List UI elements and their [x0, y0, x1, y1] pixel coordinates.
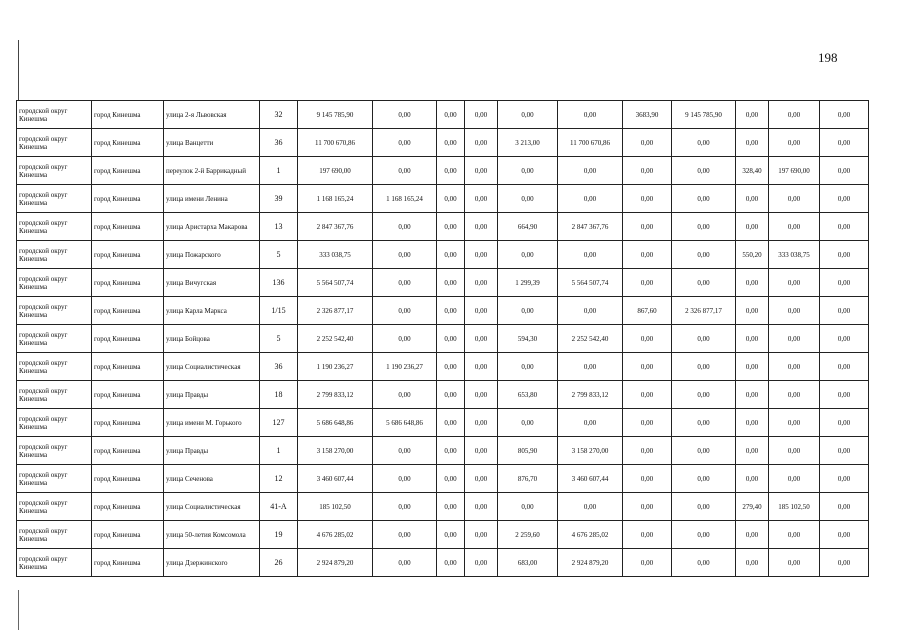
table-row: [17, 213, 869, 241]
amount-cell: 0,00: [820, 241, 869, 269]
street-cell: улица имени М. Горького: [164, 409, 260, 437]
area-cell: 876,70: [498, 465, 558, 493]
street-cell: улица Сеченова: [164, 465, 260, 493]
street-cell: улица Карла Маркса: [164, 297, 260, 325]
amount-cell: 2 847 367,76: [558, 213, 623, 241]
amount-cell: 0,00: [558, 409, 623, 437]
area-cell: 0,00: [736, 185, 769, 213]
total-cost-cell: 333 038,75: [298, 241, 373, 269]
amount-cell: 0,00: [437, 493, 465, 521]
table-row: [17, 381, 869, 409]
amount-cell: 0,00: [820, 549, 869, 577]
area-cell: 0,00: [736, 129, 769, 157]
house-number-cell: 13: [260, 213, 298, 241]
district-cell: городской округ Кинешма: [17, 353, 92, 381]
area-cell: 3683,90: [623, 101, 672, 129]
amount-cell: 0,00: [769, 185, 820, 213]
amount-cell: 0,00: [672, 269, 736, 297]
amount-cell: 0,00: [437, 241, 465, 269]
area-cell: 0,00: [736, 437, 769, 465]
district-cell: городской округ Кинешма: [17, 297, 92, 325]
city-cell: город Кинешма: [92, 241, 164, 269]
table-row: [17, 297, 869, 325]
amount-cell: 0,00: [820, 269, 869, 297]
amount-cell: 0,00: [672, 549, 736, 577]
city-cell: город Кинешма: [92, 493, 164, 521]
amount-cell: 0,00: [465, 465, 498, 493]
total-cost-cell: 197 690,00: [298, 157, 373, 185]
amount-cell: 0,00: [672, 521, 736, 549]
street-cell: улица Бойцова: [164, 325, 260, 353]
amount-cell: 0,00: [820, 185, 869, 213]
area-cell: 0,00: [498, 297, 558, 325]
table-row: [17, 185, 869, 213]
house-number-cell: 5: [260, 241, 298, 269]
city-cell: город Кинешма: [92, 157, 164, 185]
amount-cell: 0,00: [558, 493, 623, 521]
area-cell: 0,00: [498, 353, 558, 381]
amount-cell: 0,00: [465, 521, 498, 549]
district-cell: городской округ Кинешма: [17, 269, 92, 297]
amount-cell: 0,00: [373, 101, 437, 129]
house-number-cell: 32: [260, 101, 298, 129]
area-cell: 0,00: [736, 409, 769, 437]
amount-cell: 0,00: [672, 185, 736, 213]
amount-cell: 0,00: [672, 129, 736, 157]
total-cost-cell: 5 686 648,86: [298, 409, 373, 437]
amount-cell: 0,00: [465, 297, 498, 325]
street-cell: улица Правды: [164, 381, 260, 409]
amount-cell: 0,00: [769, 381, 820, 409]
total-cost-cell: 11 700 670,86: [298, 129, 373, 157]
table-row: [17, 101, 869, 129]
area-cell: 0,00: [623, 549, 672, 577]
amount-cell: 3 158 270,00: [558, 437, 623, 465]
area-cell: 550,20: [736, 241, 769, 269]
total-cost-cell: 2 799 833,12: [298, 381, 373, 409]
amount-cell: 0,00: [373, 549, 437, 577]
amount-cell: 0,00: [820, 521, 869, 549]
page-number: 198: [818, 50, 838, 65]
area-cell: 0,00: [623, 353, 672, 381]
amount-cell: 0,00: [672, 437, 736, 465]
amount-cell: 0,00: [465, 157, 498, 185]
house-number-cell: 1/15: [260, 297, 298, 325]
area-cell: 0,00: [623, 381, 672, 409]
street-cell: улица Социалистическая: [164, 493, 260, 521]
amount-cell: 0,00: [437, 437, 465, 465]
area-cell: 0,00: [736, 101, 769, 129]
amount-cell: 0,00: [769, 101, 820, 129]
amount-cell: 0,00: [558, 241, 623, 269]
amount-cell: 0,00: [769, 297, 820, 325]
amount-cell: 0,00: [769, 521, 820, 549]
area-cell: 1 299,39: [498, 269, 558, 297]
amount-cell: 0,00: [558, 297, 623, 325]
area-cell: 0,00: [736, 269, 769, 297]
area-cell: 0,00: [623, 129, 672, 157]
area-cell: 2 259,60: [498, 521, 558, 549]
city-cell: город Кинешма: [92, 213, 164, 241]
table-row: [17, 437, 869, 465]
amount-cell: 11 700 670,86: [558, 129, 623, 157]
amount-cell: 0,00: [437, 269, 465, 297]
district-cell: городской округ Кинешма: [17, 381, 92, 409]
amount-cell: 0,00: [437, 157, 465, 185]
amount-cell: 0,00: [820, 325, 869, 353]
amount-cell: 0,00: [465, 409, 498, 437]
amount-cell: 0,00: [437, 129, 465, 157]
amount-cell: 0,00: [373, 521, 437, 549]
amount-cell: 0,00: [672, 325, 736, 353]
table-row: [17, 129, 869, 157]
table-row: [17, 409, 869, 437]
amount-cell: 2 799 833,12: [558, 381, 623, 409]
area-cell: 0,00: [736, 465, 769, 493]
city-cell: город Кинешма: [92, 549, 164, 577]
total-cost-cell: 9 145 785,90: [298, 101, 373, 129]
amount-cell: 0,00: [465, 213, 498, 241]
district-cell: городской округ Кинешма: [17, 409, 92, 437]
city-cell: город Кинешма: [92, 269, 164, 297]
amount-cell: 0,00: [672, 157, 736, 185]
area-cell: 0,00: [736, 381, 769, 409]
amount-cell: 0,00: [437, 213, 465, 241]
amount-cell: 0,00: [558, 185, 623, 213]
amount-cell: 0,00: [373, 157, 437, 185]
area-cell: 0,00: [498, 185, 558, 213]
amount-cell: 0,00: [769, 409, 820, 437]
table-row: [17, 521, 869, 549]
amount-cell: 0,00: [820, 157, 869, 185]
amount-cell: 0,00: [820, 129, 869, 157]
amount-cell: 0,00: [465, 353, 498, 381]
area-cell: 0,00: [498, 241, 558, 269]
amount-cell: 0,00: [820, 409, 869, 437]
amount-cell: 0,00: [437, 409, 465, 437]
table-row: [17, 353, 869, 381]
street-cell: улица 2-я Львовская: [164, 101, 260, 129]
amount-cell: 0,00: [465, 437, 498, 465]
area-cell: 653,80: [498, 381, 558, 409]
table-row: [17, 465, 869, 493]
amount-cell: 0,00: [672, 213, 736, 241]
amount-cell: 0,00: [437, 325, 465, 353]
area-cell: 0,00: [623, 157, 672, 185]
total-cost-cell: 3 460 607,44: [298, 465, 373, 493]
house-number-cell: 1: [260, 437, 298, 465]
district-cell: городской округ Кинешма: [17, 437, 92, 465]
amount-cell: 0,00: [820, 101, 869, 129]
amount-cell: 0,00: [820, 353, 869, 381]
total-cost-cell: 185 102,50: [298, 493, 373, 521]
amount-cell: 2 326 877,17: [672, 297, 736, 325]
amount-cell: 3 460 607,44: [558, 465, 623, 493]
area-cell: 0,00: [623, 409, 672, 437]
street-cell: улица Дзержинского: [164, 549, 260, 577]
street-cell: улица Аристарха Макарова: [164, 213, 260, 241]
table-row: [17, 549, 869, 577]
city-cell: город Кинешма: [92, 353, 164, 381]
amount-cell: 0,00: [373, 213, 437, 241]
district-cell: городской округ Кинешма: [17, 129, 92, 157]
binding-margin-line: [18, 590, 19, 630]
total-cost-cell: 2 326 877,17: [298, 297, 373, 325]
amount-cell: 0,00: [769, 549, 820, 577]
house-number-cell: 127: [260, 409, 298, 437]
amount-cell: 197 690,00: [769, 157, 820, 185]
amount-cell: 1 168 165,24: [373, 185, 437, 213]
area-cell: 0,00: [623, 213, 672, 241]
area-cell: 0,00: [736, 325, 769, 353]
district-cell: городской округ Кинешма: [17, 465, 92, 493]
area-cell: 0,00: [736, 297, 769, 325]
amount-cell: 9 145 785,90: [672, 101, 736, 129]
area-cell: 279,40: [736, 493, 769, 521]
area-cell: 0,00: [623, 325, 672, 353]
amount-cell: 0,00: [769, 129, 820, 157]
house-number-cell: 36: [260, 353, 298, 381]
total-cost-cell: 4 676 285,02: [298, 521, 373, 549]
district-cell: городской округ Кинешма: [17, 157, 92, 185]
address-program-table: [16, 100, 869, 577]
district-cell: городской округ Кинешма: [17, 213, 92, 241]
area-cell: 0,00: [623, 437, 672, 465]
amount-cell: 0,00: [373, 437, 437, 465]
district-cell: городской округ Кинешма: [17, 521, 92, 549]
table-row: [17, 157, 869, 185]
amount-cell: 185 102,50: [769, 493, 820, 521]
amount-cell: 0,00: [437, 549, 465, 577]
house-number-cell: 39: [260, 185, 298, 213]
amount-cell: 0,00: [437, 465, 465, 493]
total-cost-cell: 1 190 236,27: [298, 353, 373, 381]
city-cell: город Кинешма: [92, 101, 164, 129]
amount-cell: 0,00: [820, 381, 869, 409]
house-number-cell: 1: [260, 157, 298, 185]
district-cell: городской округ Кинешма: [17, 241, 92, 269]
area-cell: 0,00: [736, 521, 769, 549]
amount-cell: 333 038,75: [769, 241, 820, 269]
amount-cell: 0,00: [373, 269, 437, 297]
city-cell: город Кинешма: [92, 297, 164, 325]
house-number-cell: 136: [260, 269, 298, 297]
street-cell: улица имени Ленина: [164, 185, 260, 213]
area-cell: 0,00: [498, 493, 558, 521]
area-cell: 0,00: [623, 493, 672, 521]
amount-cell: 0,00: [465, 381, 498, 409]
amount-cell: 0,00: [373, 241, 437, 269]
street-cell: улица Пожарского: [164, 241, 260, 269]
amount-cell: 0,00: [465, 129, 498, 157]
street-cell: переулок 2-й Баррикадный: [164, 157, 260, 185]
house-number-cell: 41-А: [260, 493, 298, 521]
city-cell: город Кинешма: [92, 465, 164, 493]
table-row: [17, 241, 869, 269]
area-cell: 0,00: [736, 353, 769, 381]
street-cell: улица 50-летия Комсомола: [164, 521, 260, 549]
city-cell: город Кинешма: [92, 437, 164, 465]
amount-cell: 0,00: [769, 353, 820, 381]
amount-cell: 0,00: [465, 185, 498, 213]
amount-cell: 1 190 236,27: [373, 353, 437, 381]
amount-cell: 0,00: [373, 381, 437, 409]
amount-cell: 0,00: [672, 465, 736, 493]
street-cell: улица Социалистическая: [164, 353, 260, 381]
area-cell: 683,00: [498, 549, 558, 577]
amount-cell: 0,00: [558, 101, 623, 129]
street-cell: улица Правды: [164, 437, 260, 465]
city-cell: город Кинешма: [92, 185, 164, 213]
amount-cell: 0,00: [820, 493, 869, 521]
amount-cell: 0,00: [558, 353, 623, 381]
amount-cell: 2 924 879,20: [558, 549, 623, 577]
house-number-cell: 26: [260, 549, 298, 577]
area-cell: 664,90: [498, 213, 558, 241]
area-cell: 0,00: [736, 213, 769, 241]
house-number-cell: 19: [260, 521, 298, 549]
city-cell: город Кинешма: [92, 129, 164, 157]
total-cost-cell: 1 168 165,24: [298, 185, 373, 213]
amount-cell: 0,00: [769, 325, 820, 353]
house-number-cell: 5: [260, 325, 298, 353]
area-cell: 328,40: [736, 157, 769, 185]
total-cost-cell: 2 252 542,40: [298, 325, 373, 353]
area-cell: 3 213,00: [498, 129, 558, 157]
amount-cell: 0,00: [672, 409, 736, 437]
area-cell: 805,90: [498, 437, 558, 465]
amount-cell: 0,00: [769, 213, 820, 241]
amount-cell: 0,00: [820, 297, 869, 325]
amount-cell: 0,00: [373, 465, 437, 493]
amount-cell: 0,00: [373, 325, 437, 353]
amount-cell: 0,00: [820, 437, 869, 465]
amount-cell: 0,00: [437, 381, 465, 409]
amount-cell: 0,00: [769, 437, 820, 465]
amount-cell: 4 676 285,02: [558, 521, 623, 549]
amount-cell: 5 686 648,86: [373, 409, 437, 437]
amount-cell: 0,00: [437, 297, 465, 325]
amount-cell: 0,00: [437, 185, 465, 213]
amount-cell: 0,00: [672, 493, 736, 521]
amount-cell: 0,00: [437, 101, 465, 129]
area-cell: 0,00: [736, 549, 769, 577]
table-row: [17, 325, 869, 353]
street-cell: улица Ванцетти: [164, 129, 260, 157]
amount-cell: 0,00: [672, 241, 736, 269]
amount-cell: 2 252 542,40: [558, 325, 623, 353]
amount-cell: 0,00: [672, 381, 736, 409]
amount-cell: 0,00: [558, 157, 623, 185]
city-cell: город Кинешма: [92, 325, 164, 353]
city-cell: город Кинешма: [92, 381, 164, 409]
amount-cell: 0,00: [465, 493, 498, 521]
amount-cell: 0,00: [373, 493, 437, 521]
amount-cell: 0,00: [465, 269, 498, 297]
house-number-cell: 12: [260, 465, 298, 493]
total-cost-cell: 2 847 367,76: [298, 213, 373, 241]
table-row: [17, 269, 869, 297]
area-cell: 0,00: [498, 157, 558, 185]
area-cell: 594,30: [498, 325, 558, 353]
area-cell: 0,00: [623, 269, 672, 297]
amount-cell: 5 564 507,74: [558, 269, 623, 297]
amount-cell: 0,00: [437, 353, 465, 381]
total-cost-cell: 3 158 270,00: [298, 437, 373, 465]
amount-cell: 0,00: [672, 353, 736, 381]
area-cell: 0,00: [623, 465, 672, 493]
city-cell: город Кинешма: [92, 409, 164, 437]
amount-cell: 0,00: [465, 101, 498, 129]
amount-cell: 0,00: [465, 325, 498, 353]
amount-cell: 0,00: [769, 465, 820, 493]
amount-cell: 0,00: [769, 269, 820, 297]
area-cell: 0,00: [498, 409, 558, 437]
amount-cell: 0,00: [373, 129, 437, 157]
district-cell: городской округ Кинешма: [17, 185, 92, 213]
amount-cell: 0,00: [820, 213, 869, 241]
street-cell: улица Вичугская: [164, 269, 260, 297]
district-cell: городской округ Кинешма: [17, 493, 92, 521]
table-row: [17, 493, 869, 521]
area-cell: 0,00: [623, 241, 672, 269]
district-cell: городской округ Кинешма: [17, 549, 92, 577]
district-cell: городской округ Кинешма: [17, 325, 92, 353]
area-cell: 0,00: [623, 185, 672, 213]
amount-cell: 0,00: [437, 521, 465, 549]
binding-margin-line: [18, 40, 19, 100]
total-cost-cell: 2 924 879,20: [298, 549, 373, 577]
area-cell: 0,00: [498, 101, 558, 129]
area-cell: 867,60: [623, 297, 672, 325]
city-cell: город Кинешма: [92, 521, 164, 549]
amount-cell: 0,00: [373, 297, 437, 325]
area-cell: 0,00: [623, 521, 672, 549]
house-number-cell: 36: [260, 129, 298, 157]
amount-cell: 0,00: [465, 549, 498, 577]
house-number-cell: 18: [260, 381, 298, 409]
amount-cell: 0,00: [465, 241, 498, 269]
district-cell: городской округ Кинешма: [17, 101, 92, 129]
amount-cell: 0,00: [820, 465, 869, 493]
total-cost-cell: 5 564 507,74: [298, 269, 373, 297]
